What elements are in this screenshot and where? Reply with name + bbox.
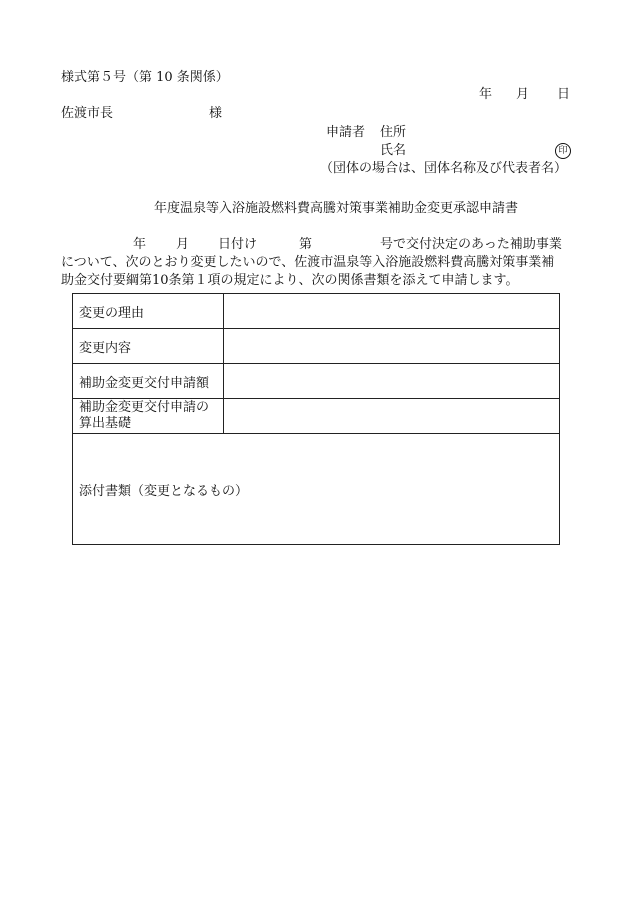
table-row <box>73 364 560 399</box>
addressee-name: 佐渡市長 <box>61 106 114 121</box>
calculation-basis-label <box>73 399 224 434</box>
applicant-address-label: 住所 <box>380 125 407 140</box>
body-year: 年 <box>133 237 147 252</box>
table-row <box>73 434 560 545</box>
body-month: 月 <box>176 237 190 252</box>
seal-mark <box>555 143 571 160</box>
date-month-label: 月 <box>516 87 530 102</box>
seal-icon: 印 <box>555 143 571 159</box>
table-row <box>73 294 560 329</box>
body-line2: について、次のとおり変更したいので、佐渡市温泉等入浴施設燃料費高騰対策事業補 <box>61 255 555 270</box>
attachments-label: 添付書類（変更となるもの） <box>79 483 249 499</box>
change-details-table <box>72 293 560 545</box>
calculation-basis-value[interactable] <box>224 399 560 434</box>
form-number: 様式第５号（第 10 条関係） <box>61 70 229 85</box>
applicant-name-label: 氏名 <box>380 143 407 158</box>
table-row <box>73 329 560 364</box>
calculation-basis-label-line2: 算出基礎 <box>79 416 132 431</box>
date-year-label: 年 <box>479 87 493 102</box>
applicant-label: 申請者 <box>326 125 366 140</box>
table-row <box>73 399 560 434</box>
applicant-group-note: （団体の場合は、団体名称及び代表者名） <box>320 161 568 176</box>
application-amount-label: 補助金変更交付申請額 <box>73 364 224 399</box>
addressee-honorific: 様 <box>209 106 223 121</box>
attachments-cell[interactable] <box>73 434 560 545</box>
body-line3: 助金交付要綱第10条第１項の規定により、次の関係書類を添えて申請します。 <box>61 273 519 288</box>
document-title: 年度温泉等入浴施設燃料費高騰対策事業補助金変更承認申請書 <box>154 201 519 216</box>
body-number-prefix: 第 <box>299 237 313 252</box>
calculation-basis-label-line1: 補助金変更交付申請の <box>79 400 210 415</box>
application-amount-value[interactable] <box>224 364 560 399</box>
reason-label: 変更の理由 <box>73 294 224 329</box>
date-day-label: 日 <box>557 87 571 102</box>
change-content-value[interactable] <box>224 329 560 364</box>
body-dated: 日付け <box>218 237 258 252</box>
change-content-label: 変更内容 <box>73 329 224 364</box>
reason-value[interactable] <box>224 294 560 329</box>
body-line1-rest: 号で交付決定のあった補助事業 <box>380 237 562 252</box>
